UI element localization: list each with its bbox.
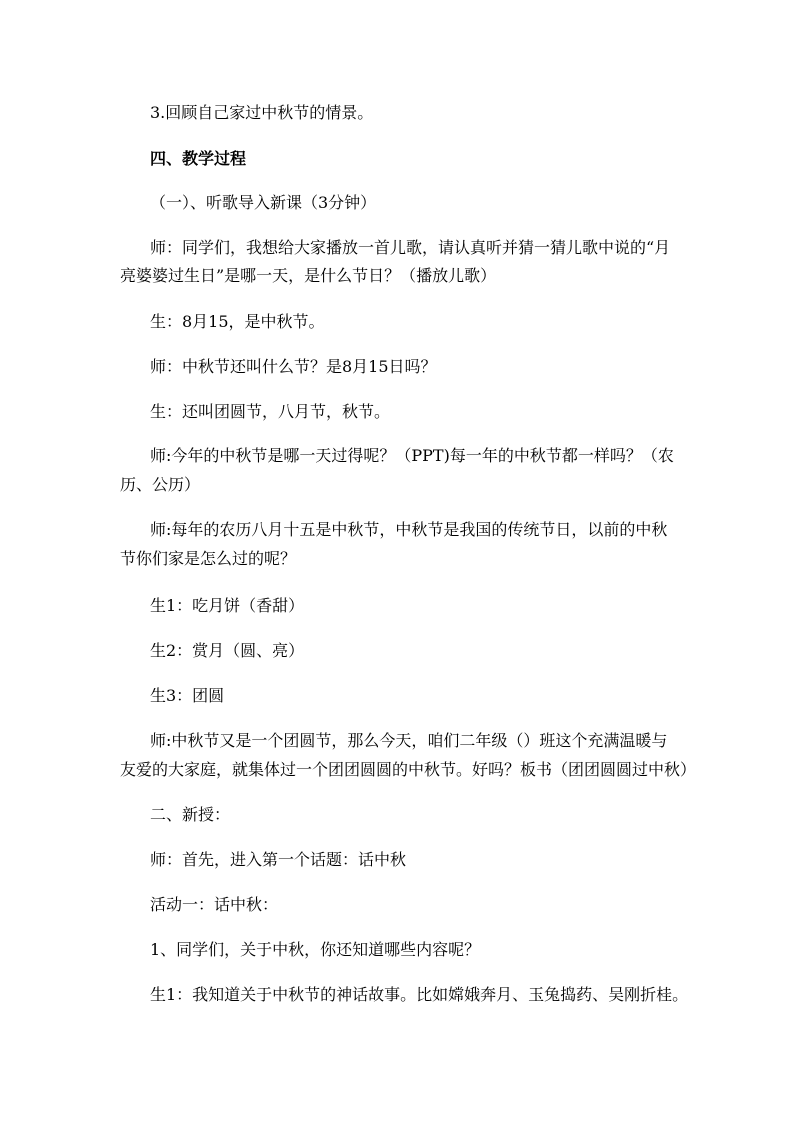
paragraph-review-item: 3.回顾自己家过中秋节的情景。 xyxy=(150,103,374,122)
paragraph-teacher-tradition-line1: 师:每年的农历八月十五是中秋节，中秋节是我国的传统节日，以前的中秋 xyxy=(150,520,668,539)
paragraph-teacher-date-line1: 师:今年的中秋节是哪一天过得呢？（PPT)每一年的中秋节都一样吗？（农 xyxy=(150,446,674,465)
question-item-1: 1、同学们，关于中秋，你还知道哪些内容呢？ xyxy=(150,940,481,959)
paragraph-student-1: 生1：吃月饼（香甜） xyxy=(150,596,305,615)
activity-heading: 活动一：话中秋： xyxy=(150,895,279,914)
paragraph-teacher-reunion-line2: 友爱的大家庭，就集体过一个团团圆圆的中秋节。好吗？板书（团团圆圆过中秋） xyxy=(120,760,697,779)
paragraph-student-3: 生3：团圆 xyxy=(150,686,225,705)
paragraph-teacher-reunion-line1: 师:中秋节又是一个团圆节，那么今天，咱们二年级（）班这个充满温暖与 xyxy=(150,731,668,750)
paragraph-teacher-song-line1: 师：同学们，我想给大家播放一首儿歌，请认真听并猜一猜儿歌中说的“月 xyxy=(150,238,671,257)
paragraph-teacher-song-line2: 亮婆婆过生日”是哪一天，是什么节日？（播放儿歌） xyxy=(120,266,497,285)
paragraph-student-answer-1: 生：8月15，是中秋节。 xyxy=(150,312,325,331)
paragraph-student-answer-2: 生：还叫团圆节，八月节，秋节。 xyxy=(150,402,391,421)
paragraph-student-myth: 生1：我知道关于中秋节的神话故事。比如嫦娥奔月、玉兔捣药、吴刚折桂。 xyxy=(150,985,689,1004)
paragraph-teacher-tradition-line2: 节你们家是怎么过的呢？ xyxy=(120,549,297,568)
paragraph-teacher-question-name: 师：中秋节还叫什么节？是8月15日吗？ xyxy=(150,357,437,376)
subheading-song-intro: （一）、听歌导入新课（3分钟） xyxy=(150,193,377,212)
section-heading-new-lesson: 二、新授： xyxy=(150,805,231,824)
paragraph-teacher-date-line2: 历、公历） xyxy=(120,475,201,494)
section-heading-teaching-process: 四、教学过程 xyxy=(150,149,247,168)
paragraph-student-2: 生2：赏月（圆、亮） xyxy=(150,641,305,660)
paragraph-teacher-topic: 师：首先，进入第一个话题：话中秋 xyxy=(150,850,407,869)
